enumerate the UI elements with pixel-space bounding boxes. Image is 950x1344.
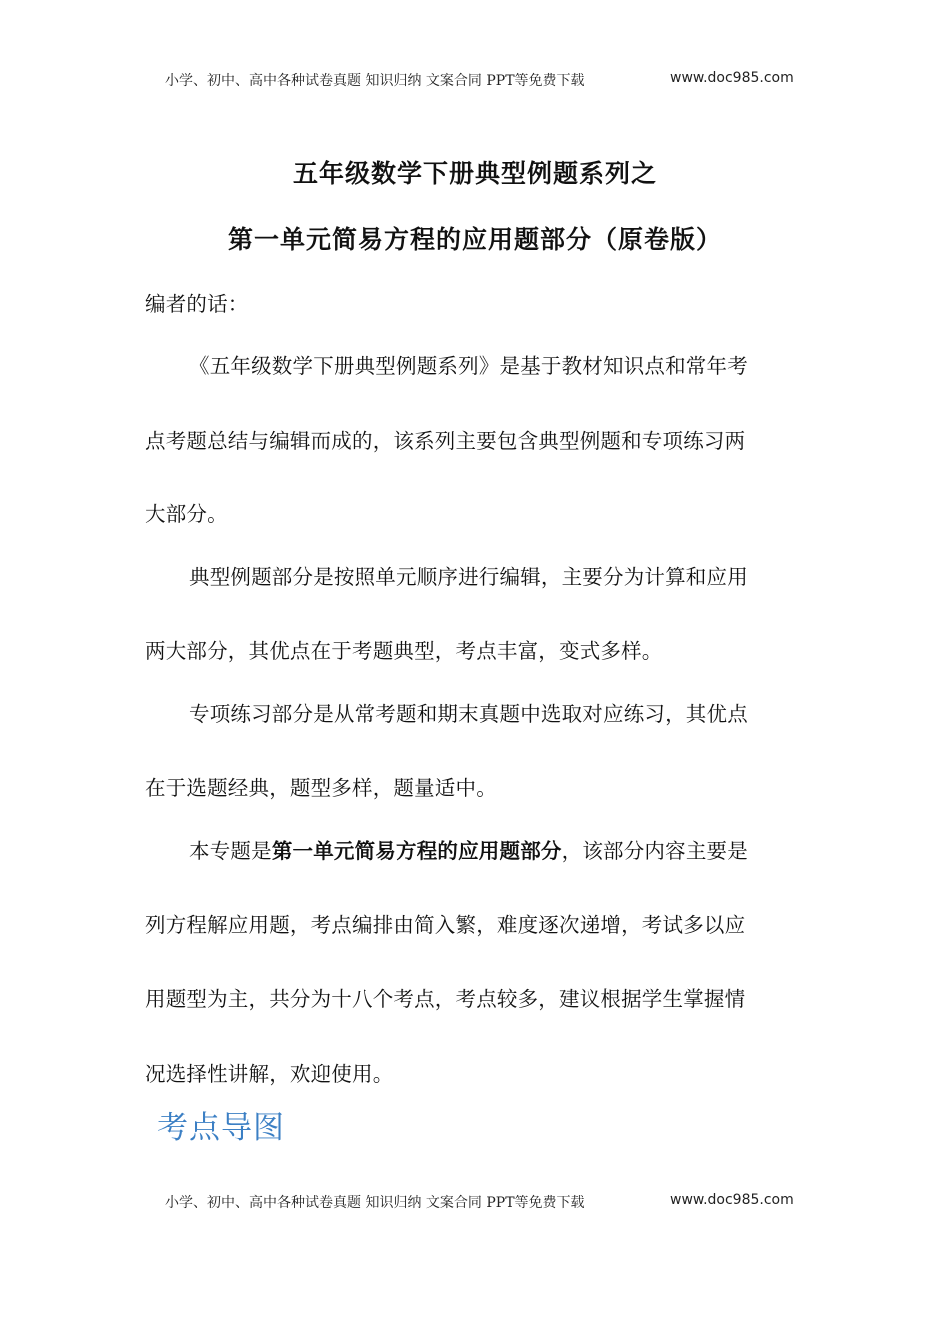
para1-line3: 大部分。 xyxy=(145,502,228,526)
section-heading: 考点导图 xyxy=(157,1110,285,1146)
para4-line2: 列方程解应用题，考点编排由简入繁，难度逐次递增，考试多以应 xyxy=(145,913,746,937)
document-title-line1: 五年级数学下册典型例题系列之 xyxy=(292,159,657,188)
para2-line1: 典型例题部分是按照单元顺序进行编辑，主要分为计算和应用 xyxy=(189,565,748,589)
para4-line4: 况选择性讲解，欢迎使用。 xyxy=(145,1062,394,1086)
footer-url[interactable]: www.doc985.com xyxy=(670,1192,794,1208)
document-title-line2: 第一单元简易方程的应用题部分（原卷版） xyxy=(227,225,722,254)
footer-text: 小学、初中、高中各种试卷真题 知识归纳 文案合同 PPT等免费下载 xyxy=(165,1195,585,1211)
para4-line1 xyxy=(145,837,839,865)
para4-line3: 用题型为主，共分为十八个考点，考点较多，建议根据学生掌握情 xyxy=(145,987,746,1011)
editor-label: 编者的话： xyxy=(145,292,249,316)
para4-line1-post: ，该部分内容主要是 xyxy=(561,839,748,863)
page-footer xyxy=(0,1190,950,1214)
para1-line2: 点考题总结与编辑而成的，该系列主要包含典型例题和专项练习两 xyxy=(145,429,746,453)
page-header xyxy=(0,68,950,92)
para3-line2: 在于选题经典，题型多样，题量适中。 xyxy=(145,776,497,800)
para3-line1: 专项练习部分是从常考题和期末真题中选取对应练习，其优点 xyxy=(189,702,748,726)
para1-line1: 《五年级数学下册典型例题系列》是基于教材知识点和常年考 xyxy=(189,354,748,378)
header-url[interactable]: www.doc985.com xyxy=(670,70,794,86)
header-text: 小学、初中、高中各种试卷真题 知识归纳 文案合同 PPT等免费下载 xyxy=(165,73,585,89)
para4-line1-bold: 第一单元简易方程的应用题部分 xyxy=(271,839,562,863)
para2-line2: 两大部分，其优点在于考题典型，考点丰富，变式多样。 xyxy=(145,639,663,663)
para4-line1-pre: 本专题是 xyxy=(189,839,272,863)
